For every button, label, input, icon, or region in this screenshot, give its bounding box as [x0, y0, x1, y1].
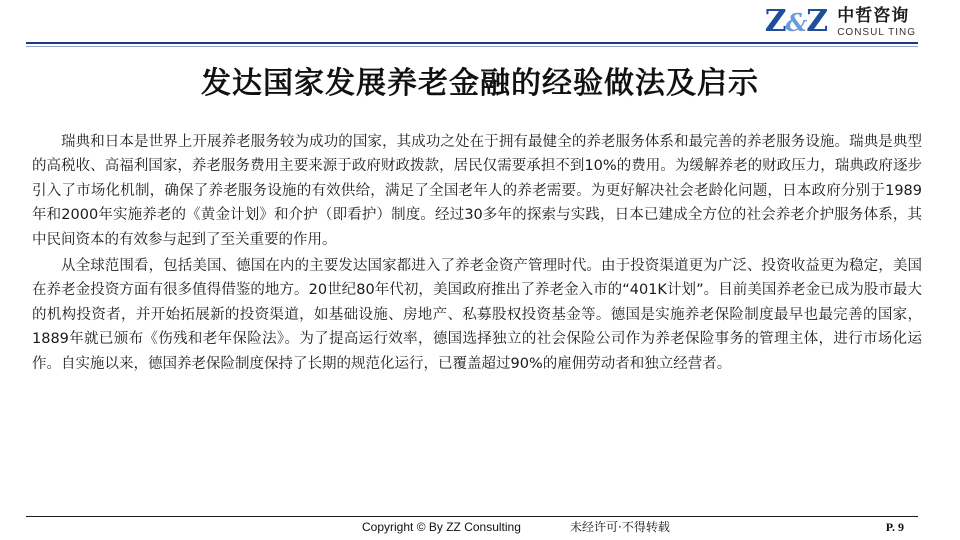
company-logo — [765, 2, 916, 42]
logo-english-name: CONSUL TING — [837, 26, 916, 38]
header-rule — [26, 42, 918, 44]
logo-chinese-name: 中哲咨询 — [837, 5, 910, 26]
logo-text — [837, 6, 916, 39]
logo-mark — [765, 4, 827, 41]
paragraph-2: 从全球范围看，包括美国、德国在内的主要发达国家都进入了养老金资产管理时代。由于投资渠道更为广泛、投资收益更为稳定，美国在养老金投资方面有很多值得借鉴的地方。20世纪80年代初，美国政府推出了养老金入市的“401K计划”。目前美国养老金已成为股市最大的机构投资者，并开始拓展新的投资渠道，如基础设施、房地产、私募股权投资基金等。德国是实施养老保险制度最早也最完善的国家，1889年就已颁布《伤残和老年保险法》。为了提高运行效率，德国选择独立的社会保险公司作为养老保险事务的管理主体，进行市场化运作。自实施以来，德国养老保险制度保持了长期的规范化运行，已覆盖超过90%的雇佣劳动者和独立经营者。 — [32, 258, 922, 372]
footer-rule — [26, 516, 918, 517]
page-title: 发达国家发展养老金融的经验做法及启示 — [201, 66, 759, 101]
header-rule-thin — [26, 46, 918, 47]
paragraph-1: 瑞典和日本是世界上开展养老服务较为成功的国家，其成功之处在于拥有最健全的养老服务体系和最完善的养老服务设施。瑞典是典型的高税收、高福利国家，养老服务费用主要来源于政府财政拨款，居民仅需要承担不到10%的费用。为缓解养老的财政压力，瑞典政府逐步引入了市场化机制，确保了养老服务设施的有效供给，满足了全国老年人的养老需要。为更好解决社会老龄化问题，日本政府分别于1989年和2000年实施养老的《黄金计划》和介护（即看护）制度。经过30多年的探索与实践，日本已建成全方位的社会养老介护服务体系，其中民间资本的有效参与起到了至关重要的作用。 — [32, 134, 922, 248]
footer-notice: 未经许可·不得转载 — [570, 520, 670, 534]
footer-copyright: Copyright © By ZZ Consulting — [362, 520, 521, 534]
logo-mark-amp: & — [785, 7, 807, 37]
logo-mark-left: Z — [764, 3, 786, 39]
page-number: P. 9 — [885, 520, 904, 534]
body-text — [32, 130, 922, 378]
logo-mark-right: Z — [806, 3, 828, 39]
